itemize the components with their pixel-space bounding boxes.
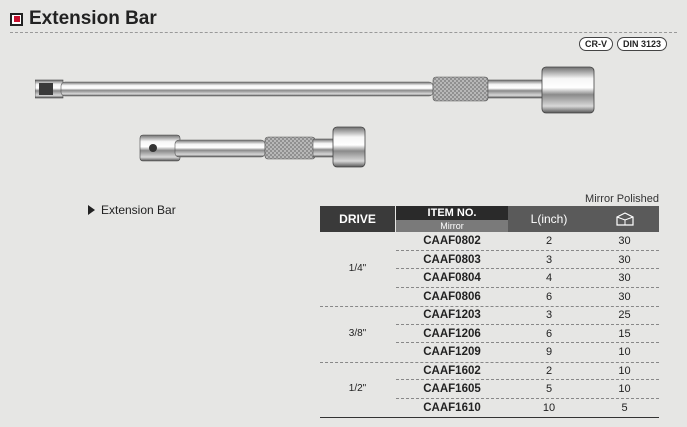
package-qty: 15	[618, 327, 631, 340]
length-value: 3	[545, 253, 553, 266]
table-header	[320, 206, 659, 232]
header-item-no-label: ITEM NO.	[427, 207, 477, 219]
table-body	[320, 232, 659, 417]
item-number: CAAF1610	[423, 401, 481, 414]
item-number: CAAF1203	[423, 309, 481, 321]
item-number: CAAF1602	[423, 364, 481, 377]
table-row	[320, 362, 659, 381]
package-qty: 30	[618, 253, 631, 266]
header-length: L(inch)	[508, 206, 590, 232]
box-icon	[615, 211, 635, 227]
drive-size: 3/8"	[348, 327, 367, 339]
table-bottom-rule	[320, 417, 659, 418]
title-divider	[10, 32, 677, 33]
item-number: CAAF0803	[423, 253, 481, 266]
length-value: 3	[545, 309, 553, 321]
package-qty: 10	[618, 364, 631, 377]
item-number: CAAF1209	[423, 346, 481, 358]
package-qty: 10	[618, 383, 631, 395]
package-qty: 5	[621, 401, 628, 414]
header-item-no	[396, 206, 508, 232]
page-header	[10, 8, 157, 30]
length-value: 6	[545, 327, 553, 340]
length-value: 9	[545, 346, 553, 358]
spec-table	[320, 206, 659, 417]
table-row	[320, 306, 659, 325]
triangle-right-icon	[88, 205, 95, 215]
page-title: Extension Bar	[29, 8, 157, 29]
item-number: CAAF0804	[423, 272, 481, 284]
title-square-icon	[10, 13, 23, 26]
section-label	[88, 203, 176, 217]
header-package	[590, 206, 659, 232]
section-label-text: Extension Bar	[101, 203, 176, 217]
table-row	[320, 288, 659, 307]
package-qty: 30	[618, 290, 631, 303]
item-number: CAAF0806	[423, 290, 481, 303]
package-qty: 30	[618, 272, 631, 284]
length-value: 2	[545, 235, 553, 247]
material-badge: CR-V	[579, 37, 613, 51]
drive-size: 1/2"	[348, 383, 367, 395]
drive-size: 1/4"	[348, 263, 367, 274]
finish-note: Mirror Polished	[585, 193, 659, 205]
spec-badges	[579, 37, 667, 51]
header-item-no-sub: Mirror	[396, 220, 508, 232]
table-row	[320, 343, 659, 362]
length-value: 6	[545, 290, 553, 303]
long-extension-bar	[35, 67, 594, 113]
length-value: 10	[542, 401, 556, 414]
package-qty: 30	[618, 235, 631, 247]
extension-bar-image	[35, 55, 605, 185]
header-drive: DRIVE	[320, 206, 395, 232]
length-value: 2	[545, 364, 553, 377]
table-row	[320, 232, 659, 251]
item-number: CAAF1605	[423, 383, 481, 395]
package-qty: 25	[618, 309, 631, 321]
length-value: 4	[545, 272, 553, 284]
table-row	[320, 399, 659, 418]
item-number: CAAF1206	[423, 327, 481, 340]
package-qty: 10	[618, 346, 631, 358]
item-number: CAAF0802	[423, 235, 481, 247]
short-extension-bar	[140, 127, 365, 167]
length-value: 5	[545, 383, 553, 395]
standard-badge: DIN 3123	[617, 37, 667, 51]
